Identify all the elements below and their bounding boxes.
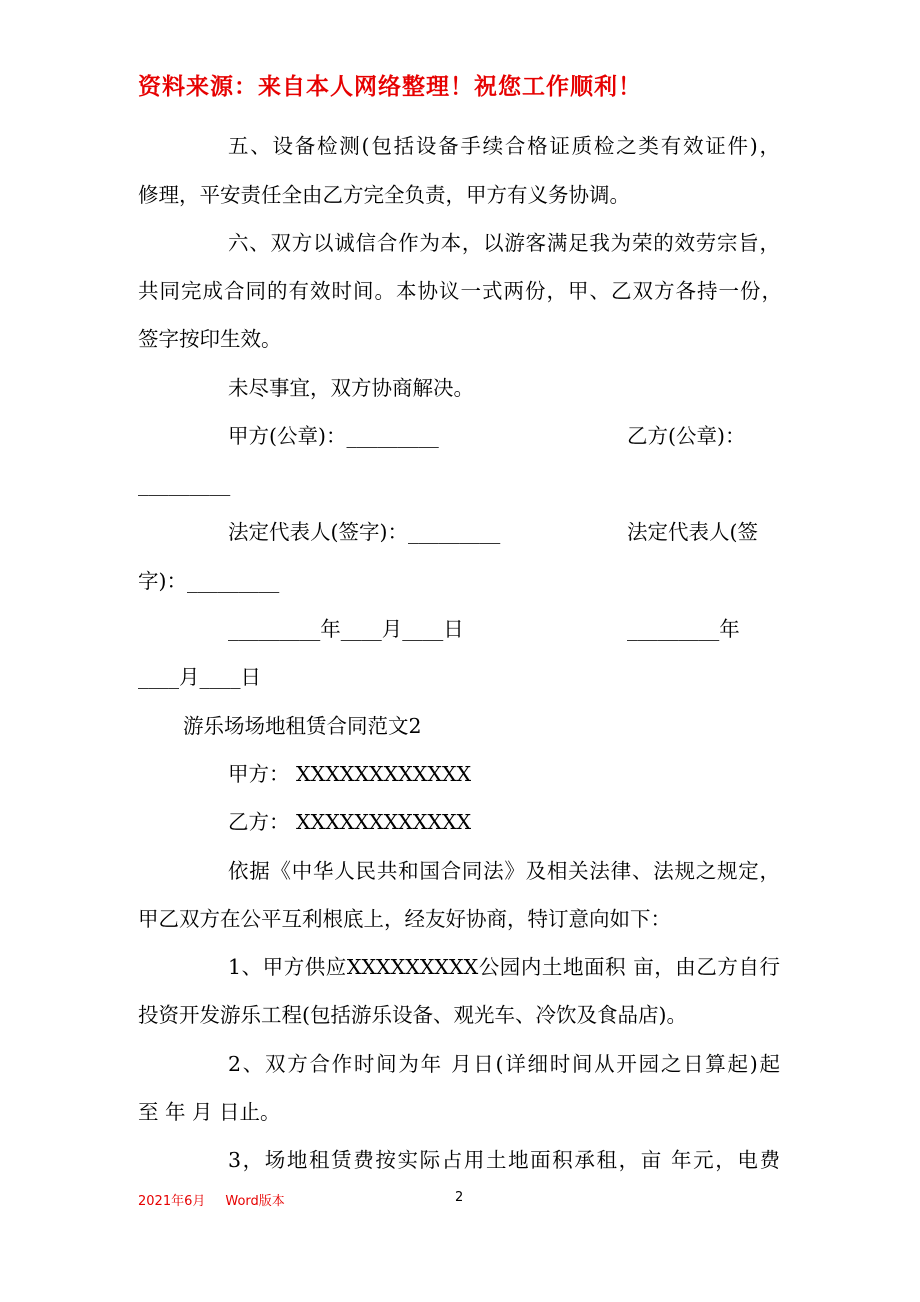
party-a-date-line: _________年____月____日 xyxy=(228,617,464,641)
party-b-seal-blank: _________ xyxy=(138,472,231,496)
paragraph-line: 3，场地租赁费按实际占用土地面积承租，亩 年元，电费 xyxy=(228,1148,780,1172)
party-a-name: 甲方： XXXXXXXXXXXX xyxy=(228,762,472,786)
paragraph-line: 五、设备检测(包括设备手续合格证质检之类有效证件)， xyxy=(228,134,780,158)
party-a-seal-line: 甲方(公章)：_________ xyxy=(228,424,439,448)
section-title: 游乐场场地租赁合同范文2 xyxy=(183,714,422,738)
paragraph-line: 修理，平安责任全由乙方完全负责，甲方有义务协调。 xyxy=(138,183,630,207)
paragraph-line: 投资开发游乐工程(包括游乐设备、观光车、冷饮及食品店)。 xyxy=(138,1003,687,1027)
party-b-name: 乙方： XXXXXXXXXXXX xyxy=(228,810,472,834)
footer-date: 2021年6月 xyxy=(138,1194,206,1209)
party-b-rep-line: 法定代表人(签 xyxy=(627,520,758,544)
party-b-date-line: _________年 xyxy=(627,617,740,641)
source-note-header: 资料来源：来自本人网络整理！祝您工作顺利！ xyxy=(138,74,642,100)
paragraph-line: 1、甲方供应XXXXXXXXX公园内土地面积 亩，由乙方自行 xyxy=(228,955,780,979)
paragraph-line: 甲乙双方在公平互利根底上，经友好协商，特订意向如下： xyxy=(138,907,671,931)
paragraph-line: 依据《中华人民共和国合同法》及相关法律、法规之规定， xyxy=(228,859,780,883)
footer-version: Word版本 xyxy=(225,1194,285,1209)
paragraph-line: 2、双方合作时间为年 月日(详细时间从开园之日算起)起 xyxy=(228,1052,780,1076)
paragraph-line: 六、双方以诚信合作为本，以游客满足我为荣的效劳宗旨， xyxy=(228,231,780,255)
footer-info xyxy=(138,1190,285,1209)
party-b-rep-blank: 字)：_________ xyxy=(138,569,280,593)
paragraph-line: 签字按印生效。 xyxy=(138,327,282,351)
party-b-date-rest: ____月____日 xyxy=(138,665,261,689)
party-a-rep-line: 法定代表人(签字)：_________ xyxy=(228,520,501,544)
paragraph-line: 共同完成合同的有效时间。本协议一式两份，甲、乙双方各持一份， xyxy=(138,279,782,303)
page-number: 2 xyxy=(455,1190,464,1205)
party-b-seal-line: 乙方(公章)： xyxy=(627,424,746,448)
paragraph-line: 至 年 月 日止。 xyxy=(138,1100,281,1124)
paragraph-line: 未尽事宜，双方协商解决。 xyxy=(228,376,474,400)
